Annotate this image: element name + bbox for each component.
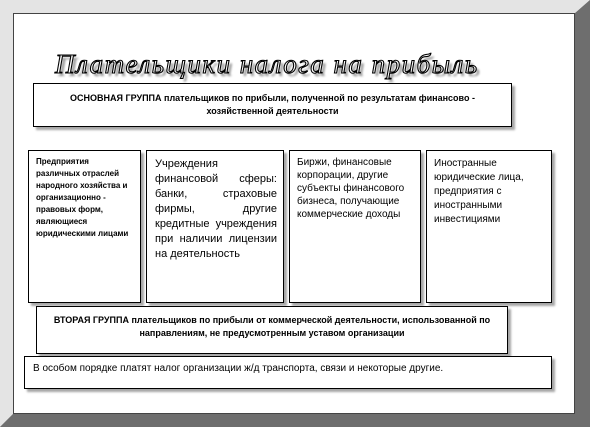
category-text-enterprises: Предприятия различных отраслей народного хозяйства и организационно - правовых форм, являющиеся юридическими лицами <box>36 157 129 238</box>
category-box-exchanges <box>289 150 421 303</box>
special-order-text: В особом порядке платят налог организации ж/д транспорта, связи и некоторые другие. <box>33 363 444 374</box>
category-box-financial-institutions <box>146 150 284 303</box>
category-text-foreign-entities: Иностранные юридические лица, предприятия с иностранными инвестициями <box>434 158 524 225</box>
second-group-text: ВТОРАЯ ГРУППА плательщиков по прибыли от коммерческой деятельности, использованной по направлениям, не предусмотренным уставом организации <box>53 315 491 338</box>
special-order-box <box>24 356 552 389</box>
category-text-exchanges: Биржи, финансовые корпорации, другие субъекты финансового бизнеса, получающие коммерческие доходы <box>297 157 405 220</box>
category-text-financial-institutions: Учреждения финансовой сферы: банки, страховые фирмы, другие кредитные учреждения при наличии лицензии на деятельность <box>155 158 277 260</box>
diagram-title: Плательщики налога на прибыль <box>55 49 479 79</box>
second-group-box <box>36 306 508 354</box>
main-group-text: ОСНОВНАЯ ГРУППА плательщиков по прибыли, полученной по результатам финансово - хозяйственной деятельности <box>70 93 475 116</box>
category-box-enterprises <box>28 150 141 303</box>
category-box-foreign-entities <box>426 150 552 303</box>
main-group-box <box>33 83 512 127</box>
